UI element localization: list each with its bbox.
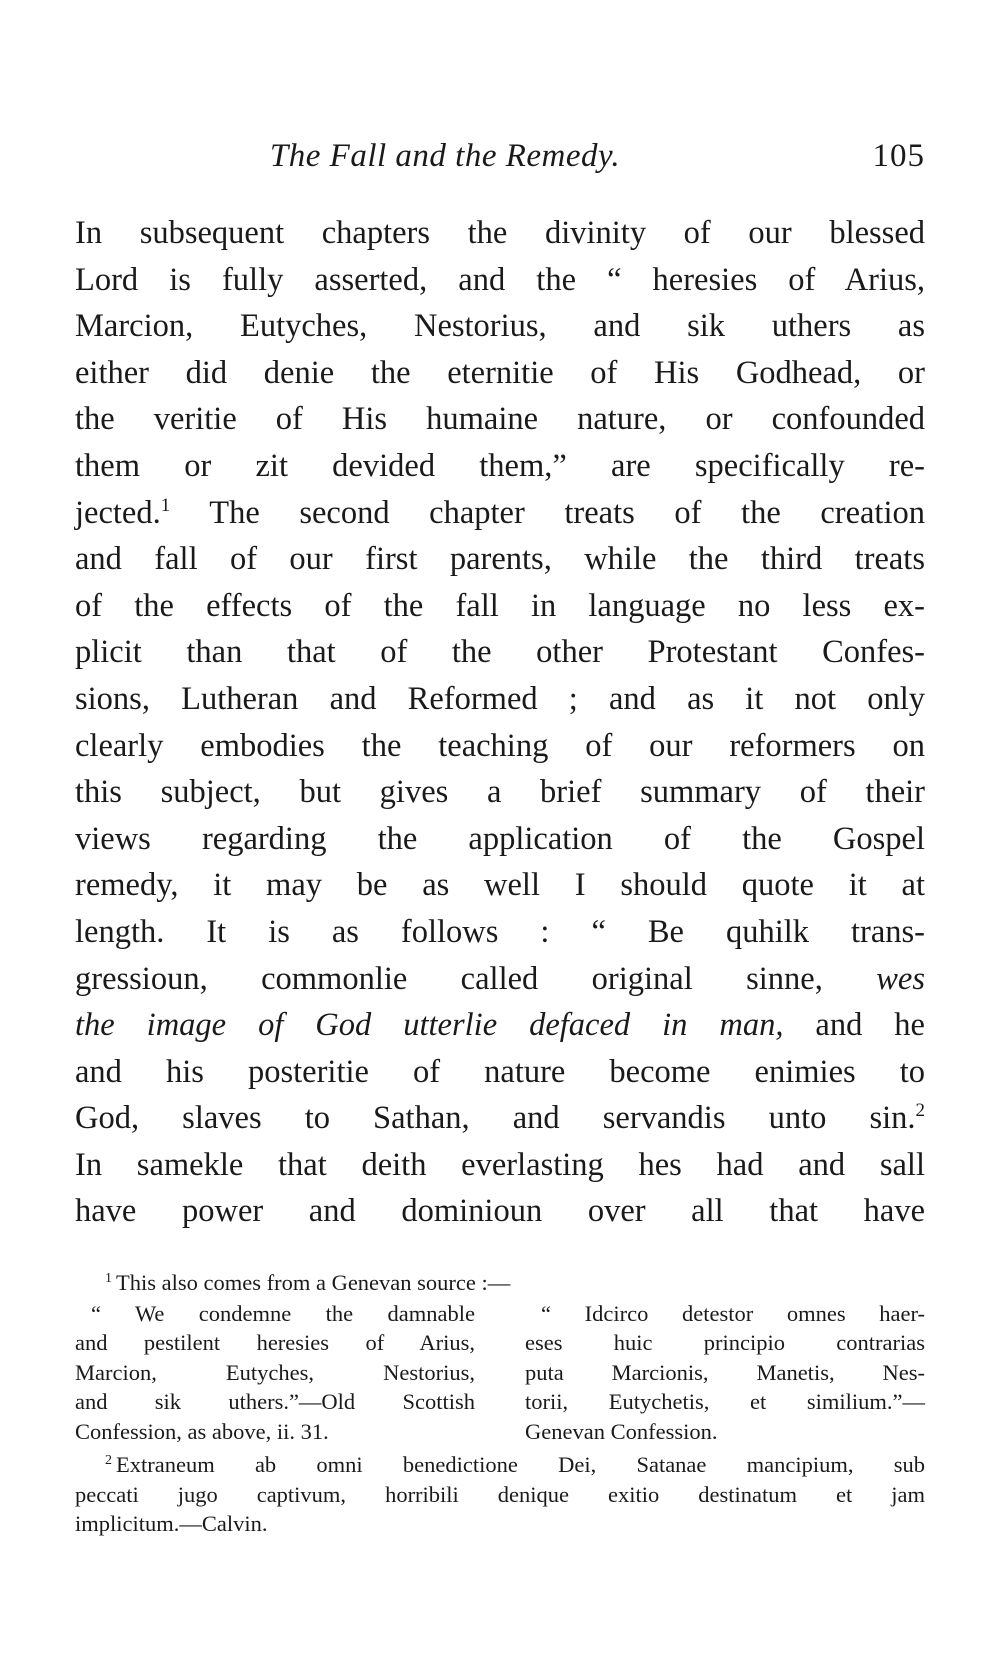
- footnote-marker: 1: [105, 1270, 112, 1286]
- text-line: [75, 956, 925, 1003]
- text-fragment: jected.: [75, 494, 161, 531]
- text-line: the veritie of His humaine nature, or confounded: [75, 401, 925, 438]
- text-line: and his posteritie of nature become enimies to: [75, 1053, 925, 1090]
- footnote-line: Genevan Confession.: [525, 1418, 718, 1444]
- footnote-line: Marcion, Eutyches, Nestorius,: [75, 1359, 475, 1385]
- text-line: [75, 490, 925, 537]
- text-line: Lord is fully asserted, and the “ heresies of Arius,: [75, 261, 925, 298]
- footnote-line: torii, Eutychetis, et similium.”—: [525, 1389, 925, 1414]
- running-title: The Fall and the Remedy.: [269, 138, 621, 174]
- text-line: of the effects of the fall in language no less ex-: [75, 587, 925, 624]
- footnote-1-intro: [75, 1268, 925, 1298]
- text-line: either did denie the eternitie of His Godhead, or: [75, 354, 925, 391]
- text-line: clearly embodies the teaching of our reformers on: [75, 727, 925, 764]
- footnote-line: and sik uthers.”—Old Scottish: [75, 1389, 475, 1414]
- text-line: length. It is as follows : “ Be quhilk trans-: [75, 913, 925, 950]
- footnote-line: puta Marcionis, Manetis, Nes-: [525, 1359, 925, 1385]
- footnote-ref-2: 2: [915, 1100, 925, 1122]
- footnote-2: [75, 1450, 925, 1539]
- text-line: remedy, it may be as well I should quote it at: [75, 867, 925, 904]
- text-fragment: gressioun, commonlie called original sinne,: [75, 960, 823, 997]
- footnote-line: Confession, as above, ii. 31.: [75, 1418, 329, 1444]
- text-line: In subsequent chapters the divinity of our blessed: [75, 215, 925, 251]
- footnote-left-column: [75, 1299, 475, 1447]
- text-line: sions, Lutheran and Reformed ; and as it not only: [75, 680, 925, 717]
- footnote-line: and pestilent heresies of Arius,: [75, 1330, 475, 1355]
- footnote-line: [75, 1450, 925, 1480]
- footnote-text: This also comes from a Genevan source :—: [116, 1270, 511, 1295]
- footnote-marker: 2: [105, 1452, 112, 1468]
- text-line: In samekle that deith everlasting hes had and sall: [75, 1146, 925, 1183]
- footnote-right-column: [525, 1299, 925, 1447]
- text-fragment: and he: [783, 1007, 925, 1044]
- text-line: them or zit devided them,” are specifically re-: [75, 447, 925, 484]
- body-text: [75, 210, 925, 1235]
- footnote-line: peccati jugo captivum, horribili denique exitio destinatum et jam: [75, 1481, 925, 1507]
- footnote-ref-1: 1: [160, 494, 171, 516]
- text-fragment: God, slaves to Sathan, and servandis unto sin.: [75, 1100, 916, 1137]
- footnote-text: Extraneum ab omni benedictione Dei, Satanae mancipium, sub: [116, 1452, 925, 1477]
- footnote-1-columns: [75, 1299, 925, 1447]
- footnote-line: implicitum.—Calvin.: [75, 1511, 268, 1536]
- italic-fragment: the image of God utterlie defaced in man,: [75, 1007, 784, 1044]
- text-line: [75, 1002, 925, 1049]
- text-line: have power and dominioun over all that have: [75, 1193, 925, 1230]
- footnote-line: “ Idcirco detestor omnes haer-: [541, 1300, 925, 1326]
- text-line: and fall of our first parents, while the third treats: [75, 541, 925, 578]
- italic-fragment: wes: [876, 960, 925, 997]
- text-line: views regarding the application of the Gospel: [75, 820, 925, 857]
- running-head: [75, 138, 925, 188]
- footnotes: [75, 1268, 925, 1539]
- text-line: [75, 1095, 925, 1142]
- footnote-line: “ We condemne the damnable: [91, 1300, 475, 1326]
- footnote-line: eses huic principio contrarias: [525, 1330, 925, 1355]
- page-number: 105: [872, 138, 925, 174]
- text-line: plicit than that of the other Protestant Confes-: [75, 634, 925, 671]
- text-fragment: The second chapter treats of the creation: [170, 494, 925, 531]
- text-line: Marcion, Eutyches, Nestorius, and sik uthers as: [75, 308, 925, 345]
- text-line: this subject, but gives a brief summary of their: [75, 774, 925, 811]
